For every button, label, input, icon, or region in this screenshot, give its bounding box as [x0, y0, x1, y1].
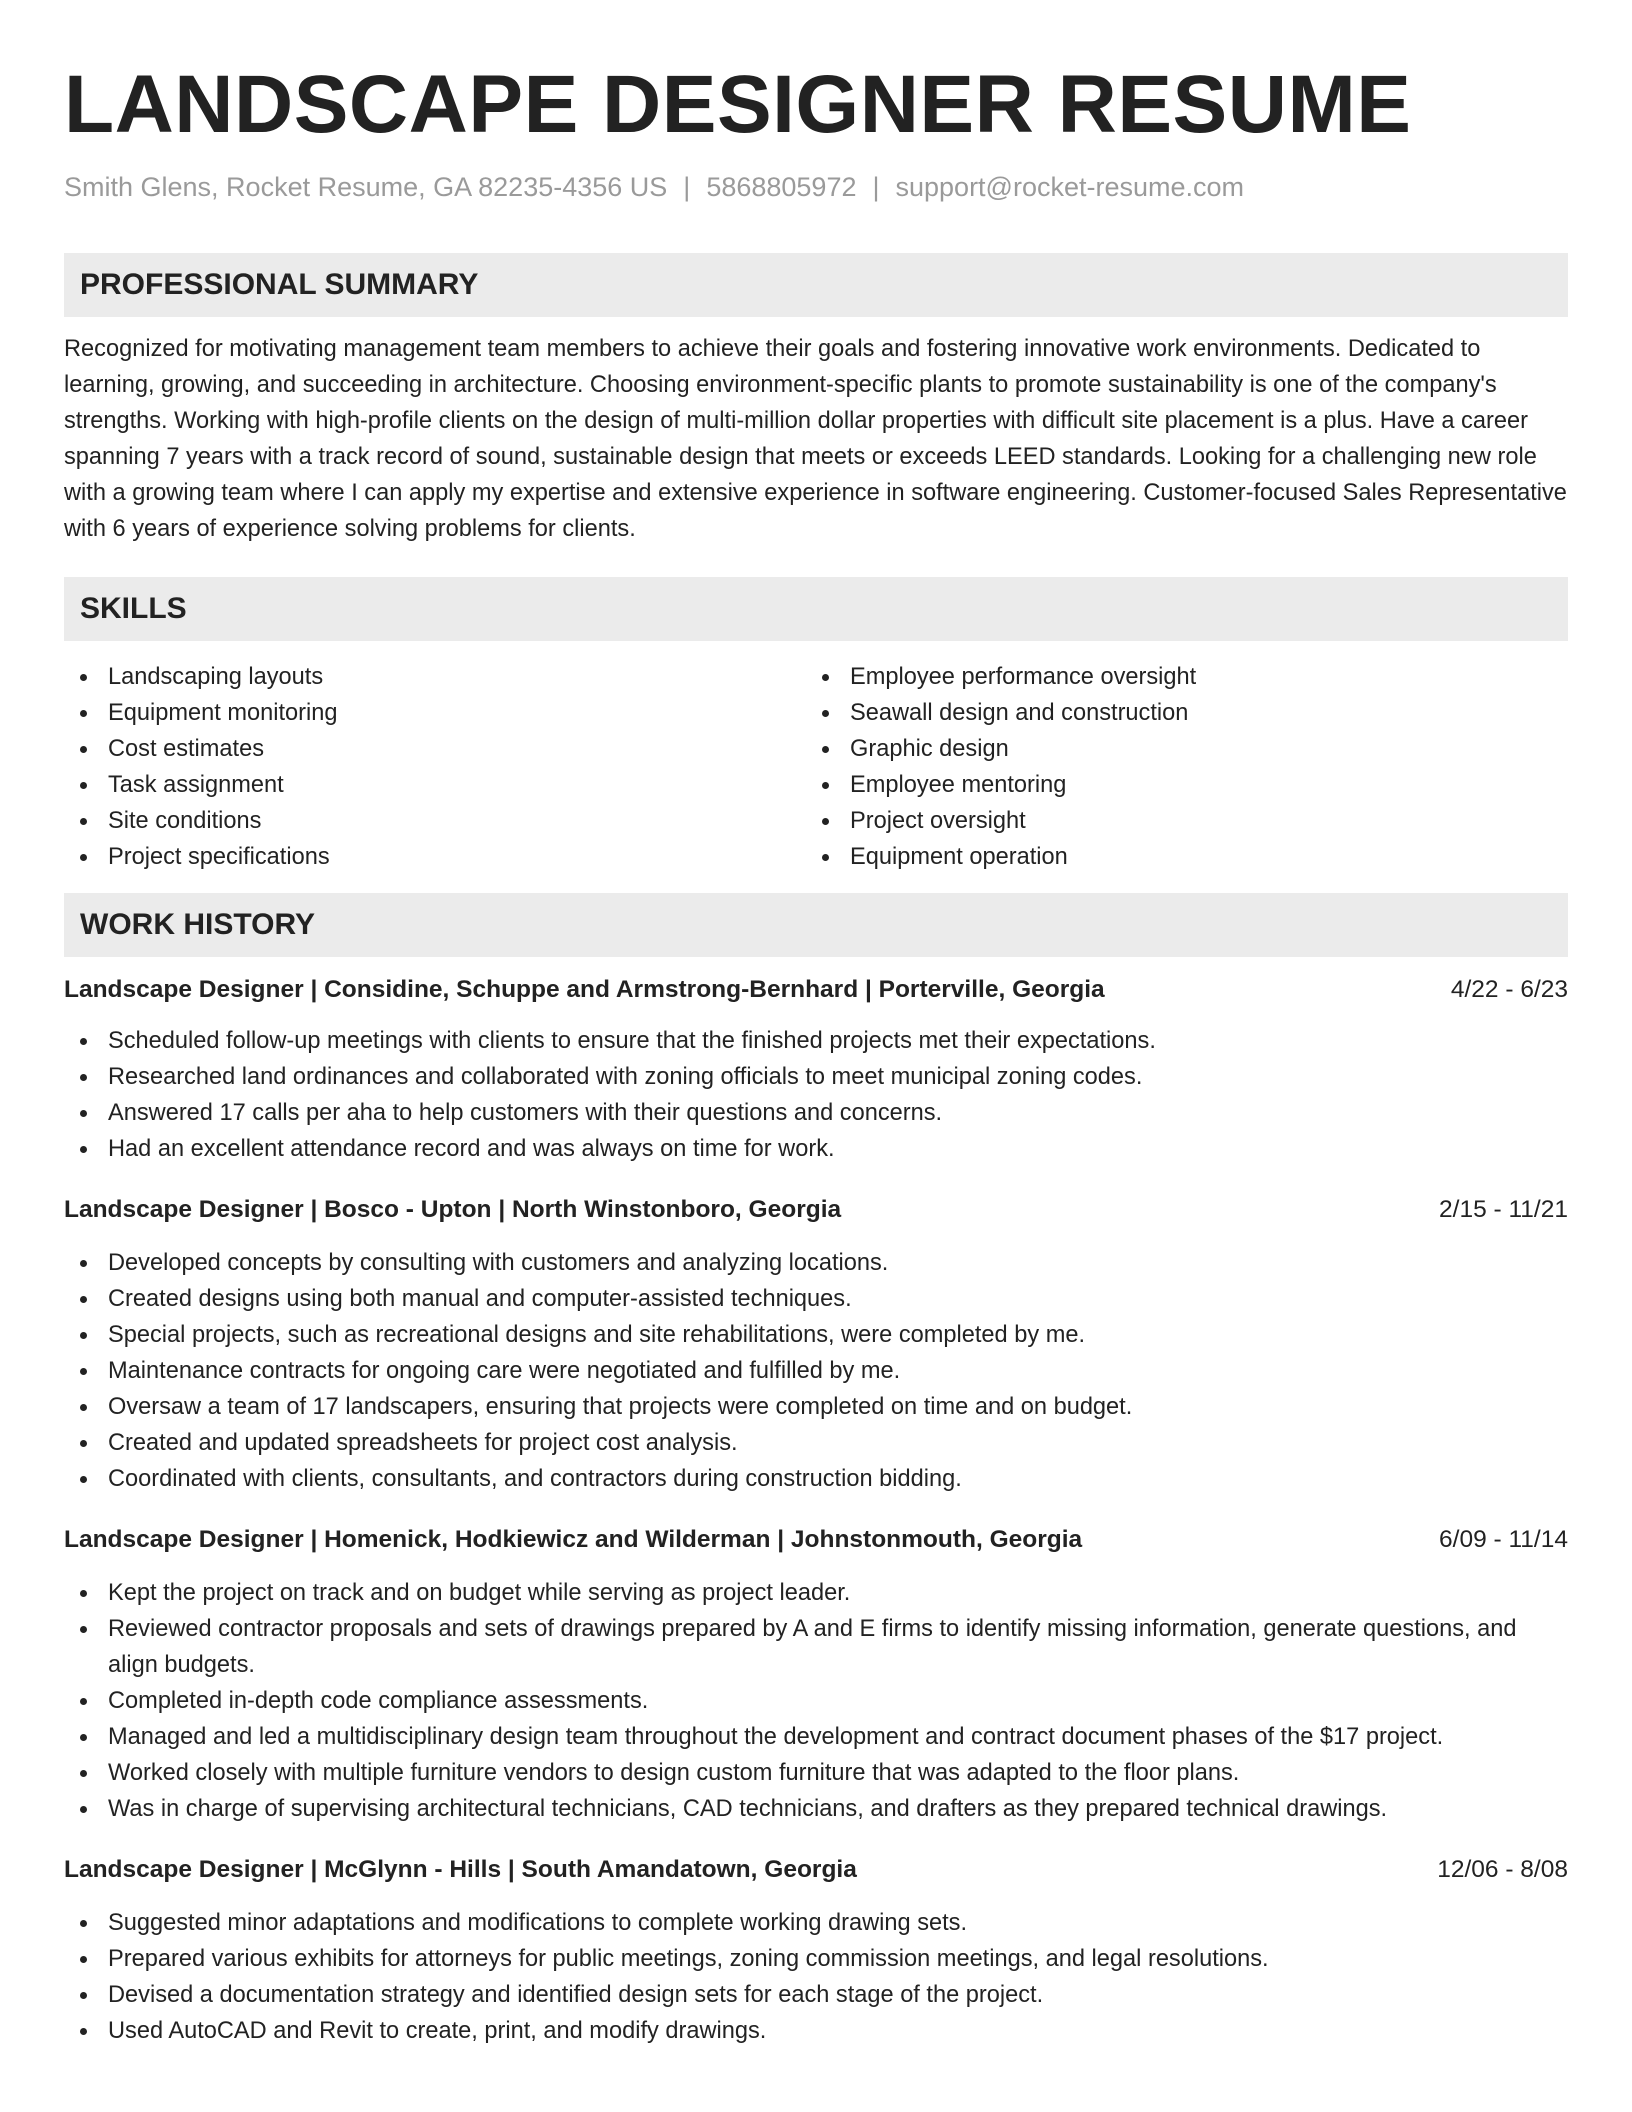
- contact-separator: |: [683, 172, 691, 202]
- job-bullet: Scheduled follow-up meetings with clients to ensure that the finished projects met their expectations.: [64, 1023, 1568, 1059]
- summary-section-header: PROFESSIONAL SUMMARY: [64, 253, 1568, 317]
- skills-column-right: [806, 659, 1548, 875]
- job-bullet: Prepared various exhibits for attorneys for public meetings, zoning commission meetings, and legal resolutions.: [64, 1941, 1568, 1977]
- job-entry: [64, 1523, 1568, 1827]
- job-bullet: Had an excellent attendance record and was always on time for work.: [64, 1131, 1568, 1167]
- skill-item: Site conditions: [64, 803, 806, 839]
- job-bullets: [64, 1245, 1568, 1497]
- skill-item: Project oversight: [806, 803, 1548, 839]
- skill-item: Equipment operation: [806, 839, 1548, 875]
- job-bullet: Devised a documentation strategy and identified design sets for each stage of the project.: [64, 1977, 1568, 2013]
- contact-line: [64, 172, 1568, 203]
- skills-section-header: SKILLS: [64, 577, 1568, 641]
- work-history-section-header: WORK HISTORY: [64, 893, 1568, 957]
- skill-item: Task assignment: [64, 767, 806, 803]
- job-bullet: Special projects, such as recreational designs and site rehabilitations, were completed by me.: [64, 1317, 1568, 1353]
- contact-address: Smith Glens, Rocket Resume, GA 82235-4356 US: [64, 172, 668, 202]
- contact-separator: |: [872, 172, 880, 202]
- job-bullet: Used AutoCAD and Revit to create, print, and modify drawings.: [64, 2013, 1568, 2049]
- skills-column-left: [64, 659, 806, 875]
- skill-item: Cost estimates: [64, 731, 806, 767]
- skill-item: Graphic design: [806, 731, 1548, 767]
- job-bullet: Developed concepts by consulting with customers and analyzing locations.: [64, 1245, 1568, 1281]
- job-bullet: Reviewed contractor proposals and sets of drawings prepared by A and E firms to identify missing information, generate questions, and align budgets.: [64, 1611, 1568, 1683]
- job-dates: 2/15 - 11/21: [1439, 1196, 1568, 1223]
- job-header: [64, 1853, 1568, 1887]
- job-title: Landscape Designer | McGlynn - Hills | South Amandatown, Georgia: [64, 1856, 857, 1883]
- job-title: Landscape Designer | Bosco - Upton | North Winstonboro, Georgia: [64, 1196, 842, 1223]
- contact-phone: 5868805972: [706, 172, 857, 202]
- job-bullet: Managed and led a multidisciplinary design team throughout the development and contract document phases of the $17 project.: [64, 1719, 1568, 1755]
- skill-item: Project specifications: [64, 839, 806, 875]
- skill-item: Employee mentoring: [806, 767, 1548, 803]
- skills-list: [64, 659, 1568, 875]
- job-bullet: Created designs using both manual and computer-assisted techniques.: [64, 1281, 1568, 1317]
- job-bullet: Answered 17 calls per aha to help customers with their questions and concerns.: [64, 1095, 1568, 1131]
- job-bullet: Created and updated spreadsheets for project cost analysis.: [64, 1425, 1568, 1461]
- job-title: Landscape Designer | Considine, Schuppe and Armstrong-Bernhard | Porterville, Georgia: [64, 976, 1105, 1003]
- job-bullet: Maintenance contracts for ongoing care were negotiated and fulfilled by me.: [64, 1353, 1568, 1389]
- job-header: [64, 973, 1568, 1007]
- job-entry: [64, 1853, 1568, 2049]
- job-entry: [64, 973, 1568, 1167]
- resume-title: LANDSCAPE DESIGNER RESUME: [64, 59, 1412, 150]
- job-bullet: Worked closely with multiple furniture vendors to design custom furniture that was adapted to the floor plans.: [64, 1755, 1568, 1791]
- job-bullet: Researched land ordinances and collaborated with zoning officials to meet municipal zoning codes.: [64, 1059, 1568, 1095]
- job-bullets: [64, 1575, 1568, 1827]
- job-bullet: Was in charge of supervising architectural technicians, CAD technicians, and drafters as they prepared technical drawings.: [64, 1791, 1568, 1827]
- job-bullets: [64, 1905, 1568, 2049]
- job-bullet: Completed in-depth code compliance assessments.: [64, 1683, 1568, 1719]
- job-bullet: Suggested minor adaptations and modifications to complete working drawing sets.: [64, 1905, 1568, 1941]
- job-title: Landscape Designer | Homenick, Hodkiewicz and Wilderman | Johnstonmouth, Georgia: [64, 1526, 1083, 1553]
- job-bullet: Coordinated with clients, consultants, and contractors during construction bidding.: [64, 1461, 1568, 1497]
- job-header: [64, 1193, 1568, 1227]
- job-bullet: Kept the project on track and on budget while serving as project leader.: [64, 1575, 1568, 1611]
- skill-item: Equipment monitoring: [64, 695, 806, 731]
- skill-item: Seawall design and construction: [806, 695, 1548, 731]
- job-bullets: [64, 1023, 1568, 1167]
- job-entry: [64, 1193, 1568, 1497]
- job-bullet: Oversaw a team of 17 landscapers, ensuring that projects were completed on time and on budget.: [64, 1389, 1568, 1425]
- job-dates: 4/22 - 6/23: [1450, 976, 1568, 1003]
- skill-item: Employee performance oversight: [806, 659, 1548, 695]
- summary-text: Recognized for motivating management team members to achieve their goals and fostering innovative work environments. Dedicated to learning, growing, and succeeding in architecture. Choosing environment-specific plants to promote sustainability is one of the company's strengths. Working with high-profile clients on the design of multi-million dollar properties with difficult site placement is a plus. Have a career spanning 7 years with a track record of sound, sustainable design that meets or exceeds LEED standards. Looking for a challenging new role with a growing team where I can apply my expertise and extensive experience in software engineering. Customer-focused Sales Representative with 6 years of experience solving problems for clients.: [64, 336, 1567, 542]
- job-dates: 12/06 - 8/08: [1437, 1856, 1568, 1883]
- skill-item: Landscaping layouts: [64, 659, 806, 695]
- job-dates: 6/09 - 11/14: [1439, 1526, 1568, 1553]
- job-header: [64, 1523, 1568, 1557]
- contact-email: support@rocket-resume.com: [895, 172, 1245, 202]
